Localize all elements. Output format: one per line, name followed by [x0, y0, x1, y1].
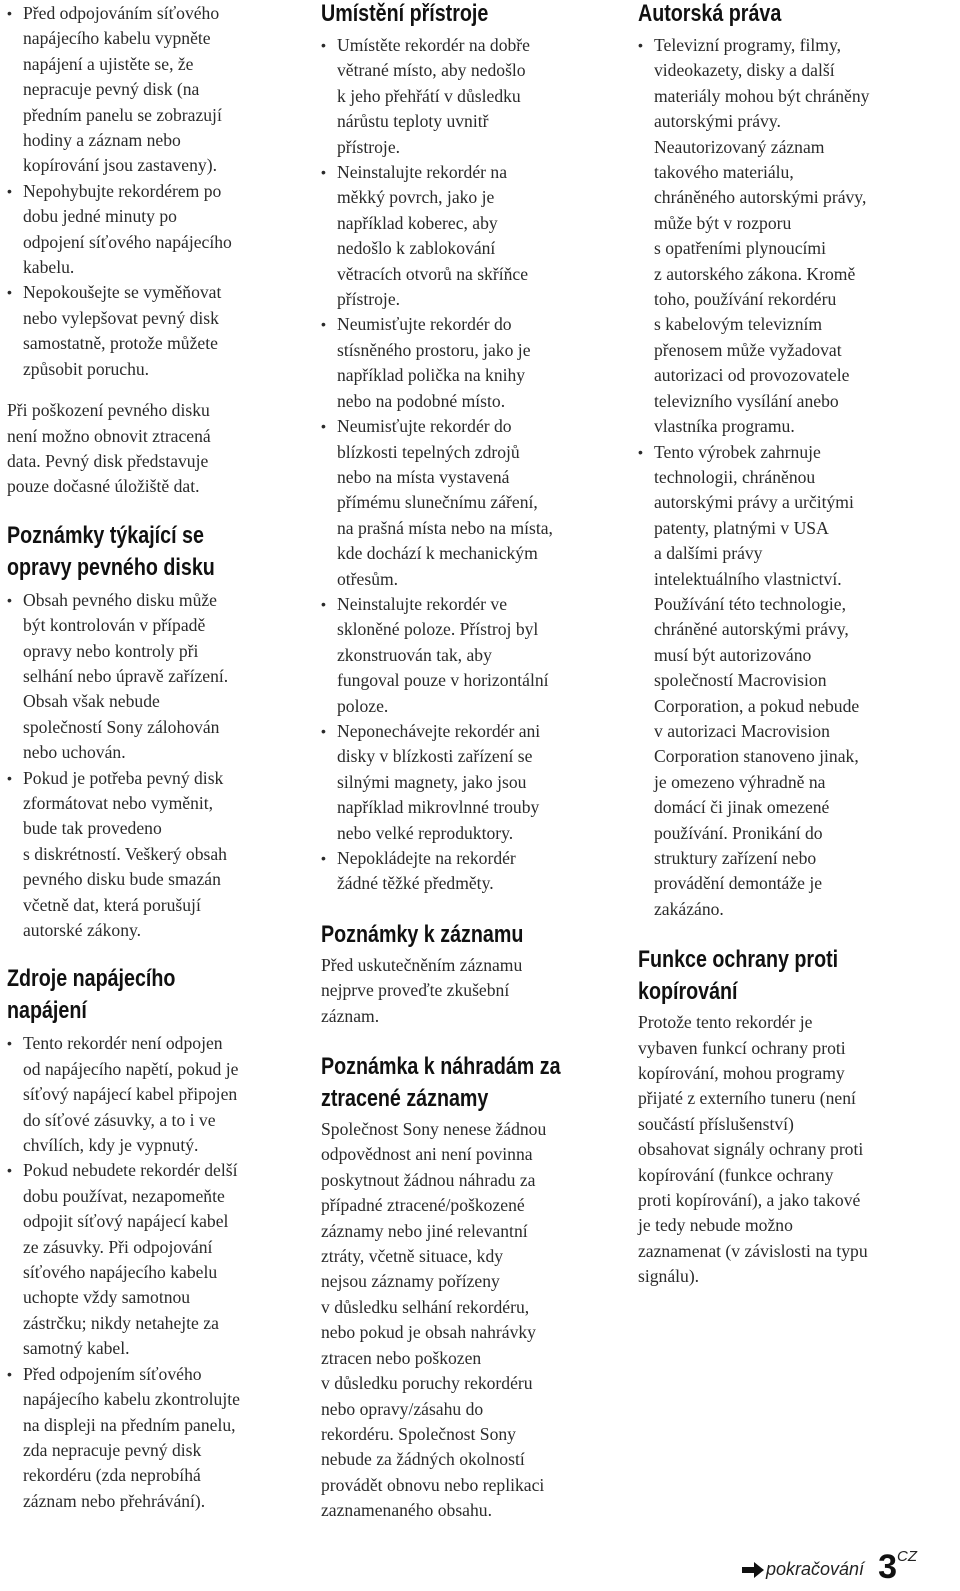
- list-item: • Televizní programy, filmy, videokazety, disky a další materiály mohou být chráněny autorskými právy. Neautorizovaný záznam takového materiálu, chráněného autorskými právy, může být v rozporu s opatřeními plynoucími z autorského zákona. Kromě toho, používání rekordéru s kabelovým televizním přenosem může vyžadovat autorizaci od provozovatele televizního vysílání anebo vlastníka programu.: [638, 33, 938, 440]
- list-item: • Před odpojováním síťového napájecího kabelu vypněte napájení a ujistěte se, že nepracuje pevný disk (na předním panelu se zobrazují hodiny a záznam nebo kopírování jsou zastaveny).: [7, 1, 297, 179]
- bullet-list-disk-repair: [7, 588, 297, 944]
- section-heading-placement: Umístění přístroje: [321, 0, 489, 27]
- page-number: 3: [878, 1548, 897, 1586]
- section-heading-copy-protection: Funkce ochrany proti kopírování: [638, 946, 839, 1006]
- list-item: • Tento výrobek zahrnuje technologii, chráněnou autorskými právy a určitými patenty, platnými v USA a dalšími právy intelektuálního vlastnictví. Používání této technologie, chráněné autorskými právy, musí být autorizováno společností Macrovision Corporation, a pokud nebude v autorizaci Macrovision Corporation stanoveno jinak, je omezeno výhradně na domácí či jinak omezené používání. Pronikání do struktury zařízení nebo provádění demontáže je zakázáno.: [638, 440, 938, 923]
- compensation-text: Společnost Sony nenese žádnou odpovědnost ani není povinna poskytnout žádnou náhradu za případné ztracené/poškozené záznamy nebo jiné relevantní ztráty, včetně situace, kdy nejsou záznamy pořízeny v důsledku selhání rekordéru, nebo pokud je obsah nahrávky ztracen nebo poškozen v důsledku poruchy rekordéru nebo opravy/zásahu do rekordéru. Společnost Sony nebude za žádných okolností provádět obnovu nebo replikaci zaznamenaného obsahu.: [321, 1119, 547, 1521]
- list-item: • Před odpojením síťového napájecího kabelu zkontrolujte na displeji na předním panelu, zda nepracuje pevný disk rekordéru (zda neprobíhá záznam nebo přehrávání).: [7, 1362, 297, 1514]
- page-footer: [742, 1544, 952, 1584]
- bullet-list-placement: [321, 33, 611, 897]
- list-item: • Obsah pevného disku může být kontrolován v případě opravy nebo kontroly při selhání nebo úpravě zařízení. Obsah však nebude společností Sony zálohován nebo uchován.: [7, 588, 297, 766]
- continued-label: pokračování: [766, 1559, 865, 1579]
- arrow-right-icon: [742, 1561, 764, 1579]
- list-item: • Pokud je potřeba pevný disk zformátovat nebo vyměnit, bude tak provedeno s diskrétností. Veškerý obsah pevného disku bude smazán včetně dat, která porušují autorské zákony.: [7, 766, 297, 944]
- column-middle: [321, 0, 611, 1524]
- bullet-list-copyright: [638, 33, 938, 922]
- list-item: • Neinstalujte rekordér na měkký povrch, jako je například koberec, aby nedošlo k zablokování větracích otvorů na skříňce přístroje.: [321, 160, 611, 312]
- section-heading-recording-notes: Poznámky k záznamu: [321, 920, 524, 948]
- recording-notes-text: Před uskutečněním záznamu nejprve proveďte zkušební záznam.: [321, 954, 523, 1026]
- list-item: • Nepokládejte na rekordér žádné těžké předměty.: [321, 846, 611, 897]
- section-heading-disk-repair: Poznámky týkající se opravy pevného disku: [7, 521, 215, 581]
- list-item: • Pokud nebudete rekordér delší dobu používat, nezapomeňte odpojit síťový napájecí kabel ze zásuvky. Při odpojování síťového napájecího kabelu uchopte vždy samotnou zástrčku; nikdy netahejte za samotný kabel.: [7, 1158, 297, 1361]
- list-item: • Umístěte rekordér na dobře větrané místo, aby nedošlo k jeho přehřátí v důsledku nárůstu teploty uvnitř přístroje.: [321, 33, 611, 160]
- list-item: • Neumisťujte rekordér do blízkosti tepelných zdrojů nebo na místa vystavená přímému slunečnímu záření, na prašná místa nebo na místa, kde dochází k mechanickým otřesům.: [321, 414, 611, 592]
- list-item: • Tento rekordér není odpojen od napájecího napětí, pokud je síťový napájecí kabel připojen do síťové zásuvky, a to i ve chvílích, kdy je vypnutý.: [7, 1031, 297, 1158]
- bullet-list-disk-handling: [7, 1, 297, 382]
- disk-data-loss-note: Při poškození pevného disku není možno obnovit ztracená data. Pevný disk představuje pouze dočasné úložiště dat.: [7, 400, 211, 497]
- list-item: • Nepokoušejte se vyměňovat nebo vylepšovat pevný disk samostatně, protože můžete způsobit poruchu.: [7, 280, 297, 382]
- language-code: CZ: [896, 1548, 917, 1565]
- section-heading-copyright: Autorská práva: [638, 0, 782, 27]
- bullet-list-power: [7, 1031, 297, 1514]
- column-right: [638, 0, 938, 1290]
- list-item: • Nepohybujte rekordérem po dobu jedné minuty po odpojení síťového napájecího kabelu.: [7, 179, 297, 281]
- column-left: [7, 0, 297, 1514]
- section-heading-compensation: Poznámka k náhradám za ztracené záznamy: [321, 1053, 561, 1113]
- list-item: • Neponechávejte rekordér ani disky v blízkosti zařízení se silnými magnety, jako jsou například mikrovlnné trouby nebo velké reproduktory.: [321, 719, 611, 846]
- section-heading-power: Zdroje napájecího napájení: [7, 965, 176, 1025]
- copy-protection-text: Protože tento rekordér je vybaven funkcí ochrany proti kopírování, mohou programy přijaté z externího tuneru (není součástí příslušenství) obsahovat signály ochrany proti kopírování (funkce ochrany proti kopírování), a jako takové je tedy nebude možno zaznamenat (v závislosti na typu signálu).: [638, 1012, 868, 1287]
- list-item: • Neumisťujte rekordér do stísněného prostoru, jako je například polička na knihy nebo na podobné místo.: [321, 312, 611, 414]
- list-item: • Neinstalujte rekordér ve skloněné poloze. Přístroj byl zkonstruován tak, aby fungoval pouze v horizontální poloze.: [321, 592, 611, 719]
